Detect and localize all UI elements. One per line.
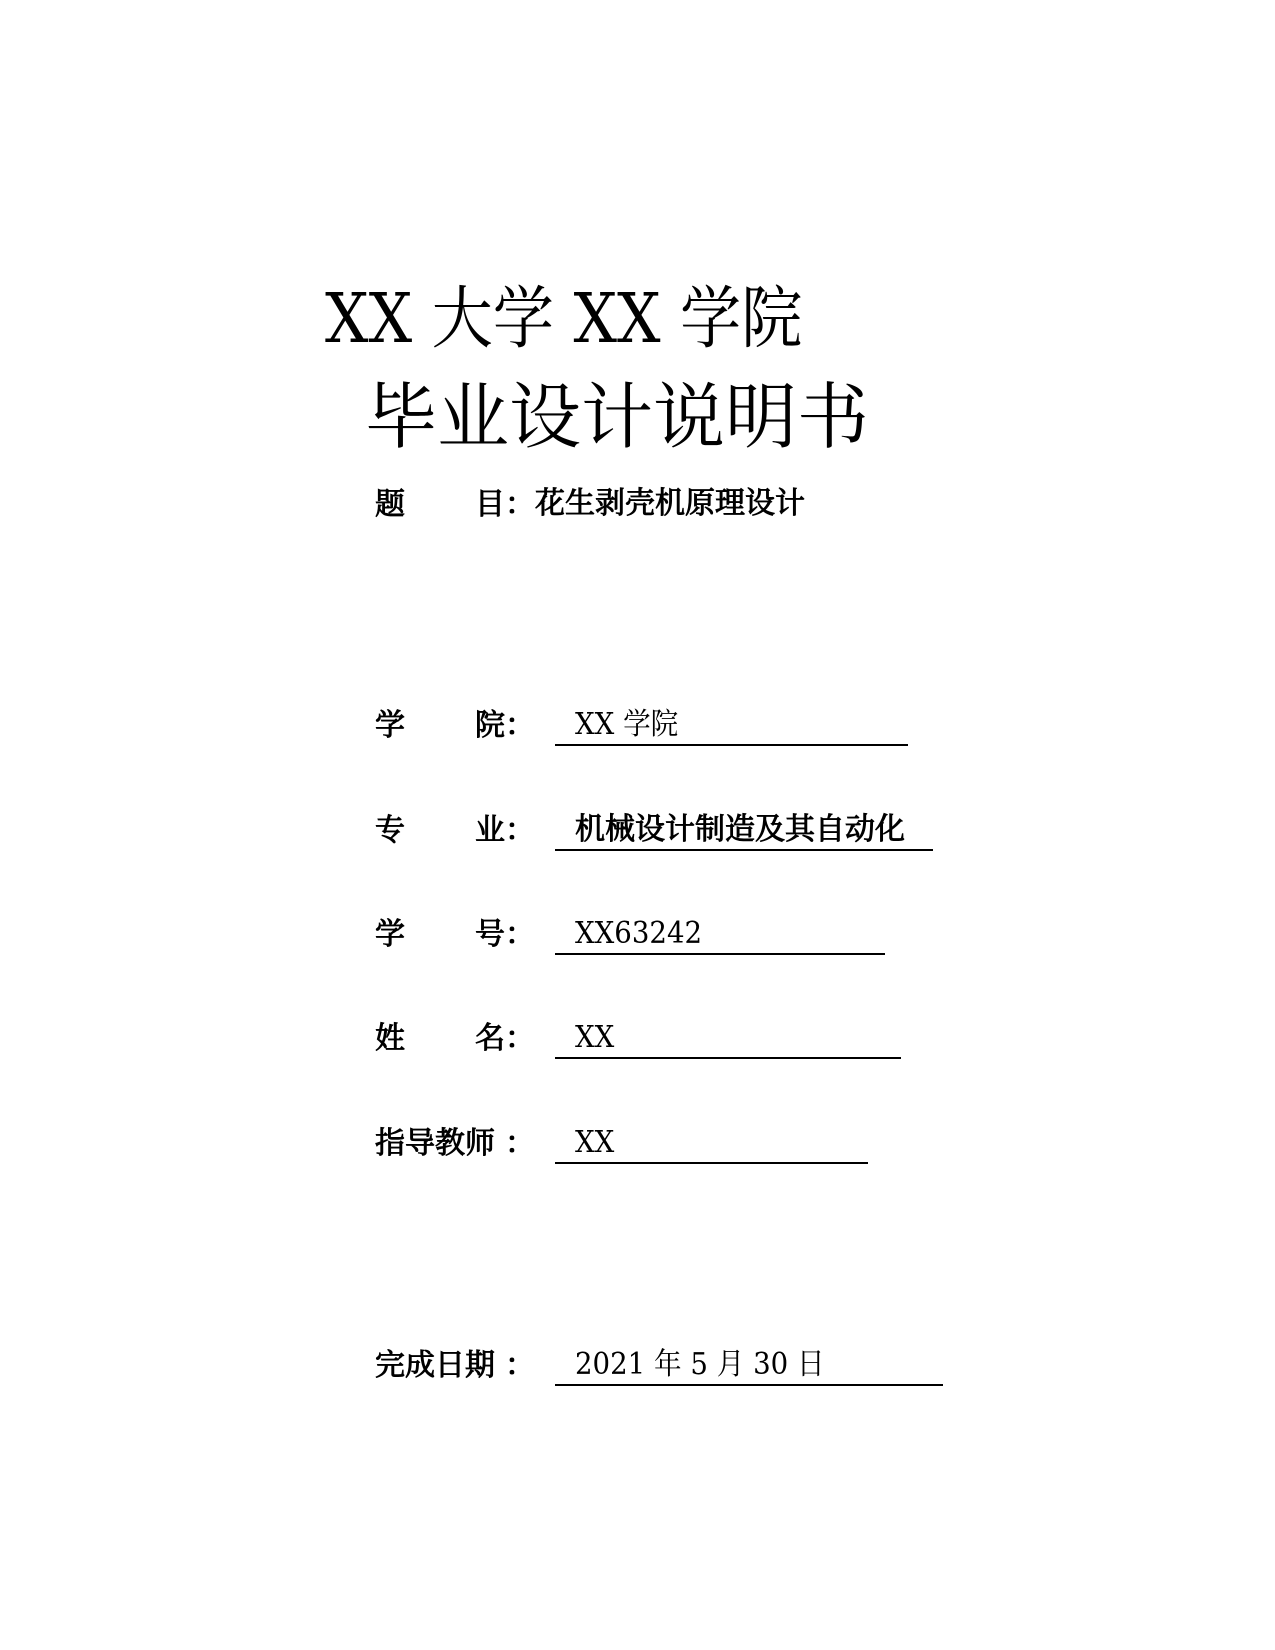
topic-label-char1: 题 <box>375 487 405 522</box>
college-label-char2: 院 <box>475 708 505 743</box>
university-title: XX 大学 XX 学院 <box>325 280 803 359</box>
advisor-label: 指导教师 <box>375 1126 495 1161</box>
college-label-char1: 学 <box>375 708 405 743</box>
topic-value: 花生剥壳机原理设计 <box>535 486 805 521</box>
name-colon: ： <box>505 1021 535 1056</box>
college-field[interactable] <box>555 706 908 746</box>
major-colon: ： <box>505 813 535 848</box>
date-label: 完成日期 <box>375 1348 495 1383</box>
college-colon: ： <box>505 708 535 743</box>
name-label-char2: 名 <box>475 1021 505 1056</box>
major-label-char2: 业 <box>475 813 505 848</box>
major-label-char1: 专 <box>375 813 405 848</box>
student-id-value: XX63242 <box>575 916 703 951</box>
advisor-value: XX <box>575 1125 615 1160</box>
name-value: XX <box>575 1020 615 1055</box>
major-field[interactable] <box>555 811 933 851</box>
topic-label-char2: 目 <box>475 487 505 522</box>
advisor-colon: ： <box>505 1126 535 1161</box>
document-title: 毕业设计说明书 <box>365 375 870 459</box>
date-field[interactable] <box>555 1346 943 1386</box>
student-id-field[interactable] <box>555 915 885 955</box>
student-id-label-char2: 号 <box>475 917 505 952</box>
topic-colon: ： <box>505 487 535 522</box>
major-value: 机械设计制造及其自动化 <box>575 812 905 847</box>
name-field[interactable] <box>555 1019 901 1059</box>
student-id-label-char1: 学 <box>375 917 405 952</box>
college-value: XX 学院 <box>575 707 679 742</box>
name-label-char1: 姓 <box>375 1021 405 1056</box>
date-value: 2021 年 5 月 30 日 <box>575 1347 825 1382</box>
student-id-colon: ： <box>505 917 535 952</box>
advisor-field[interactable] <box>555 1124 868 1164</box>
date-colon: ： <box>505 1348 535 1383</box>
